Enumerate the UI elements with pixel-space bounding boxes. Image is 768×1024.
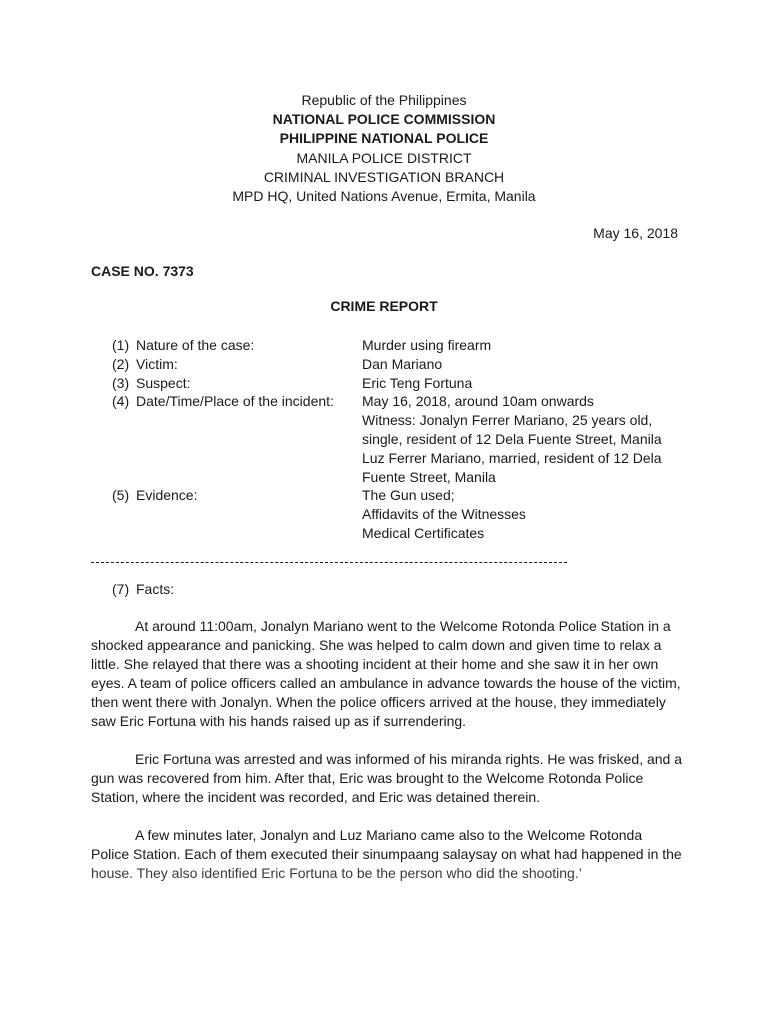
report-title: CRIME REPORT: [330, 298, 438, 314]
letterhead-pnp: PHILIPPINE NATIONAL POLICE: [279, 130, 489, 147]
letterhead: [0, 91, 768, 206]
detail-number: (3): [112, 374, 130, 391]
paragraph-line: saw Eric Fortuna with his hands raised up as if surrendering.: [91, 712, 467, 729]
detail-value: [362, 392, 692, 486]
detail-row-victim: [112, 355, 692, 374]
detail-row-evidence: [112, 486, 692, 542]
case-number: CASE NO. 7373: [91, 263, 194, 279]
letterhead-address: MPD HQ, United Nations Avenue, Ermita, Manila: [232, 188, 536, 205]
paragraph-line: then went there with Jonalyn. When the police officers arrived at the house, they immediately: [91, 693, 666, 710]
detail-value-line: Eric Teng Fortuna: [362, 374, 473, 391]
detail-value-line: Medical Certificates: [362, 524, 485, 541]
facts-paragraph: [91, 826, 681, 883]
dashed-divider: [91, 562, 567, 563]
facts-label: Facts:: [136, 581, 175, 597]
letterhead-district: MANILA POLICE DISTRICT: [296, 149, 472, 166]
detail-label: Victim:: [136, 355, 178, 372]
facts-heading: [112, 580, 174, 599]
paragraph-line: house. They also identified Eric Fortuna to be the person who did the shooting.’: [91, 864, 582, 881]
paragraph-line: Eric Fortuna was arrested and was informed of his miranda rights. He was frisked, and a: [135, 751, 683, 767]
detail-number: (2): [112, 355, 130, 372]
report-date: May 16, 2018: [593, 225, 678, 241]
detail-value-line: Fuente Street, Manila: [362, 468, 496, 485]
paragraph-line: gun was recovered from him. After that, Eric was brought to the Welcome Rotonda Police: [91, 769, 644, 786]
detail-value-line: single, resident of 12 Dela Fuente Street, Manila: [362, 430, 662, 447]
detail-value-line: Affidavits of the Witnesses: [362, 506, 526, 523]
paragraph-line: Station, where the incident was recorded, and Eric was detained therein.: [91, 788, 541, 805]
detail-label: Nature of the case:: [136, 337, 255, 353]
facts-number: (7): [112, 581, 130, 597]
detail-label: Evidence:: [136, 487, 198, 504]
paragraph-line: shocked appearance and panicking. She was helped to calm down and given time to relax a: [91, 636, 662, 653]
detail-label: Date/Time/Place of the incident:: [136, 393, 334, 410]
facts-paragraph: [91, 617, 681, 730]
paragraph-line: little. She relayed that there was a shooting incident at their home and she saw it in her own: [91, 655, 659, 672]
letterhead-napolcom: NATIONAL POLICE COMMISSION: [272, 111, 496, 128]
letterhead-republic: Republic of the Philippines: [301, 92, 467, 108]
detail-value: [362, 336, 692, 355]
detail-value-line: Witness: Jonalyn Ferrer Mariano, 25 years old,: [362, 412, 653, 429]
detail-row-suspect: [112, 374, 692, 393]
detail-value-line: Murder using firearm: [362, 337, 492, 353]
detail-number: (5): [112, 487, 130, 504]
letterhead-branch: CRIMINAL INVESTIGATION BRANCH: [263, 168, 505, 185]
detail-value: [362, 374, 692, 393]
detail-value-line: Luz Ferrer Mariano, married, resident of 12 Dela: [362, 449, 662, 466]
case-details: [112, 336, 692, 543]
detail-number: (1): [112, 337, 130, 353]
paragraph-line: A few minutes later, Jonalyn and Luz Mariano came also to the Welcome Rotonda: [135, 827, 643, 843]
detail-value-line: Dan Mariano: [362, 355, 443, 372]
detail-value-line: The Gun used;: [362, 487, 455, 504]
detail-value: [362, 486, 692, 542]
detail-number: (4): [112, 393, 130, 410]
facts-paragraph: [91, 750, 681, 807]
paragraph-line: eyes. A team of police officers called an ambulance in advance towards the house of the victim,: [91, 674, 681, 691]
detail-row-incident: [112, 392, 692, 486]
detail-value: [362, 355, 692, 374]
detail-row-nature: [112, 336, 692, 355]
detail-value-line: May 16, 2018, around 10am onwards: [362, 393, 594, 410]
detail-label: Suspect:: [136, 374, 191, 391]
paragraph-line: At around 11:00am, Jonalyn Mariano went to the Welcome Rotonda Police Station in a: [135, 618, 671, 634]
paragraph-line: Police Station. Each of them executed their sinumpaang salaysay on what had happened in the: [91, 845, 682, 862]
